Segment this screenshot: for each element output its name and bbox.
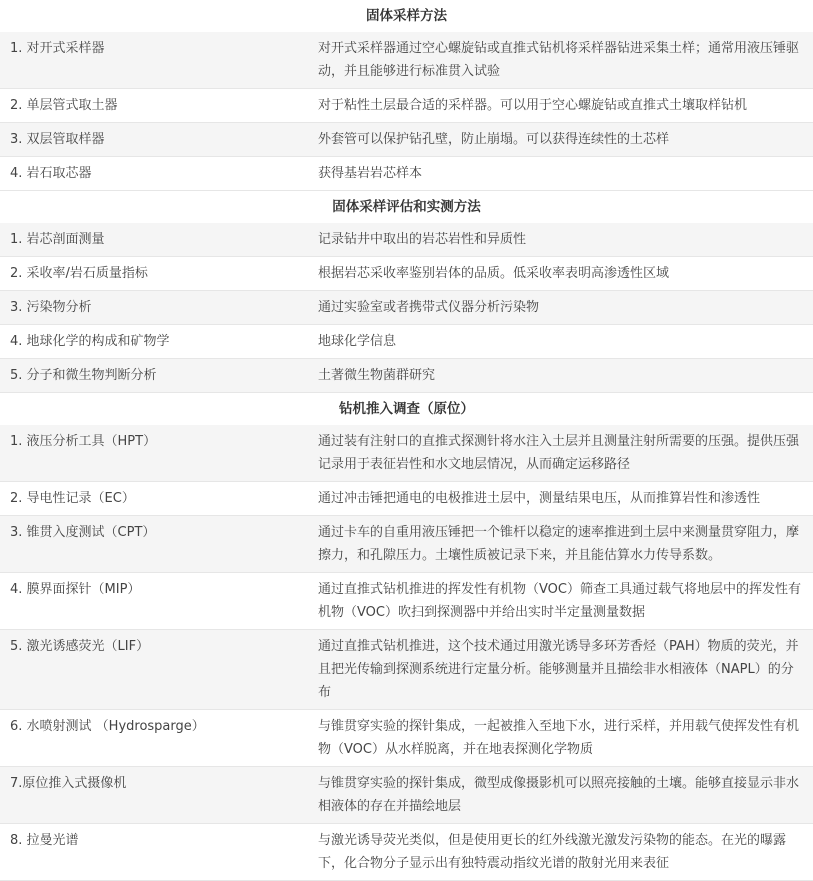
method-name: 1. 液压分析工具（HPT） — [10, 434, 157, 449]
table-row — [0, 359, 813, 393]
method-description: 与锥贯穿实验的探针集成，一起被推入至地下水，进行采样，并用载气使挥发性有机物（VOC）从水样脱离，并在地表探测化学物质 — [318, 719, 800, 757]
method-description: 根据岩芯采收率鉴别岩体的品质。低采收率表明高渗透性区域 — [318, 266, 670, 281]
method-name: 4. 岩石取芯器 — [10, 166, 92, 181]
method-description: 外套管可以保护钻孔壁，防止崩塌。可以获得连续性的土芯样 — [318, 132, 670, 147]
method-description: 通过装有注射口的直推式探测针将水注入土层并且测量注射所需要的压强。提供压强记录用于表征岩性和水文地层情况，从而确定运移路径 — [318, 434, 800, 472]
table-row — [0, 157, 813, 191]
method-description: 通过卡车的自重用液压锤把一个锥杆以稳定的速率推进到土层中来测量贯穿阻力，摩擦力，和孔隙压力。土壤性质被记录下来，并且能估算水力传导系数。 — [318, 525, 800, 563]
table-row — [0, 32, 813, 89]
table-row — [0, 630, 813, 710]
method-description: 获得基岩岩芯样本 — [318, 166, 423, 181]
section-header: 钻机推入调查（原位） — [0, 393, 813, 425]
method-description: 土著微生物菌群研究 — [318, 368, 436, 383]
method-name: 3. 锥贯入度测试（CPT） — [10, 525, 156, 540]
section-header: 固体采样方法 — [0, 0, 813, 32]
method-name: 2. 导电性记录（EC） — [10, 491, 135, 506]
method-name: 2. 单层管式取土器 — [10, 98, 118, 113]
table-row — [0, 291, 813, 325]
method-description: 记录钻井中取出的岩芯岩性和异质性 — [318, 232, 527, 247]
table-row — [0, 516, 813, 573]
method-name: 1. 岩芯剖面测量 — [10, 232, 105, 247]
method-name: 2. 采收率/岩石质量指标 — [10, 266, 148, 281]
table-row — [0, 325, 813, 359]
method-name: 4. 膜界面探针（MIP） — [10, 582, 141, 597]
method-description: 通过直推式钻机推进，这个技术通过用激光诱导多环芳香烃（PAH）物质的荧光，并且把光传输到探测系统进行定量分析。能够测量并且描绘非水相液体（NAPL）的分布 — [318, 639, 799, 700]
method-name: 3. 双层管取样器 — [10, 132, 105, 147]
section-header: 固体采样评估和实测方法 — [0, 191, 813, 223]
method-description: 通过实验室或者携带式仪器分析污染物 — [318, 300, 540, 315]
table-row — [0, 482, 813, 516]
method-description: 通过冲击锤把通电的电极推进土层中，测量结果电压，从而推算岩性和渗透性 — [318, 491, 761, 506]
method-description: 与激光诱导荧光类似，但是使用更长的红外线激光激发污染物的能态。在光的曝露下，化合物分子显示出有独特震动指纹光谱的散射光用来表征 — [318, 833, 787, 871]
method-description: 对开式采样器通过空心螺旋钻或直推式钻机将采样器钻进采集土样；通常用液压锤驱动，并且能够进行标准贯入试验 — [318, 41, 800, 79]
table-row — [0, 710, 813, 767]
table-row — [0, 573, 813, 630]
method-name: 5. 激光诱感荧光（LIF） — [10, 639, 150, 654]
method-description: 对于粘性土层最合适的采样器。可以用于空心螺旋钻或直推式土壤取样钻机 — [318, 98, 748, 113]
method-name: 4. 地球化学的构成和矿物学 — [10, 334, 170, 349]
method-description: 通过直推式钻机推进的挥发性有机物（VOC）筛查工具通过载气将地层中的挥发性有机物（VOC）吹扫到探测器中并给出实时半定量测量数据 — [318, 582, 801, 620]
table-row — [0, 425, 813, 482]
table-row — [0, 824, 813, 881]
method-description: 地球化学信息 — [318, 334, 397, 349]
table-row — [0, 123, 813, 157]
method-name: 3. 污染物分析 — [10, 300, 92, 315]
table-row — [0, 223, 813, 257]
table-row — [0, 89, 813, 123]
method-description: 与锥贯穿实验的探针集成，微型成像摄影机可以照亮接触的土壤。能够直接显示非水相液体的存在并描绘地层 — [318, 776, 800, 814]
method-name: 1. 对开式采样器 — [10, 41, 105, 56]
method-name: 6. 水喷射测试 （Hydrosparge） — [10, 719, 205, 734]
method-name: 8. 拉曼光谱 — [10, 833, 79, 848]
method-name: 5. 分子和微生物判断分析 — [10, 368, 157, 383]
method-name: 7.原位推入式摄像机 — [10, 776, 127, 791]
table-row — [0, 767, 813, 824]
table-row — [0, 257, 813, 291]
